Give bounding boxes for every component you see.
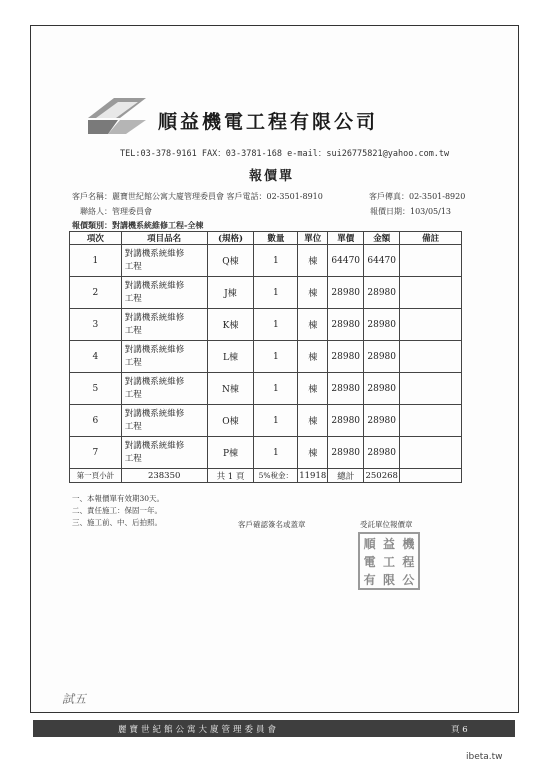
subtotal-value: 238350 bbox=[121, 469, 207, 483]
footer-title: 麗寶世紀館公寓大廈管理委員會 bbox=[118, 724, 280, 735]
customer-name-row bbox=[72, 191, 323, 202]
row-price: 64470 bbox=[328, 245, 364, 277]
row-no: 2 bbox=[70, 277, 122, 309]
table-row bbox=[70, 437, 462, 469]
customer-phone-label: 客戶電話： bbox=[226, 192, 267, 201]
seal-char: 公 bbox=[402, 572, 415, 587]
header-spec: (規格) bbox=[207, 232, 254, 245]
row-note bbox=[400, 437, 462, 469]
tax-label: 5%稅金： bbox=[254, 469, 298, 483]
header-note: 備註 bbox=[400, 232, 462, 245]
company-contact: TEL:03-378-9161 FAX：03-3781-168 e-mail：sui26775821@yahoo.com.tw bbox=[120, 149, 450, 159]
summary-blank bbox=[400, 469, 462, 483]
quote-category-label: 報價類別： bbox=[72, 220, 112, 230]
handwritten-mark: 試五 bbox=[62, 692, 87, 706]
summary-row bbox=[70, 469, 462, 483]
table-row bbox=[70, 245, 462, 277]
header-price: 單價 bbox=[328, 232, 364, 245]
note-warranty: 二、責任施工：保固一年。 bbox=[72, 506, 162, 515]
contact-person-label: 聯絡人： bbox=[80, 207, 112, 216]
customer-fax: 02-3501-8920 bbox=[409, 192, 466, 201]
row-no: 3 bbox=[70, 309, 122, 341]
row-spec: L棟 bbox=[207, 341, 254, 373]
document-title: 報價單 bbox=[248, 169, 294, 184]
customer-signature-label: 客戶確認簽名或蓋章 bbox=[238, 520, 306, 529]
page-count: 共 1 頁 bbox=[207, 469, 254, 483]
quote-date: 103/05/13 bbox=[410, 207, 452, 216]
note-validity: 一、本報價單有效期30天。 bbox=[72, 494, 165, 503]
row-note bbox=[400, 373, 462, 405]
row-unit: 棟 bbox=[298, 405, 328, 437]
row-spec: J棟 bbox=[207, 277, 254, 309]
row-unit: 棟 bbox=[298, 309, 328, 341]
row-item bbox=[121, 405, 207, 437]
row-note bbox=[400, 405, 462, 437]
row-spec: N棟 bbox=[207, 373, 254, 405]
row-unit: 棟 bbox=[298, 373, 328, 405]
seal-char: 機 bbox=[402, 536, 415, 551]
page-footer bbox=[33, 720, 515, 737]
row-item-line1: 對講機系統維修 bbox=[124, 280, 185, 291]
seal-char: 限 bbox=[382, 572, 395, 587]
row-item bbox=[121, 277, 207, 309]
row-item-line1: 對講機系統維修 bbox=[124, 312, 185, 323]
quote-table bbox=[69, 231, 462, 483]
header-item-name: 項目品名 bbox=[121, 232, 207, 245]
site-watermark: ibeta.tw bbox=[466, 752, 503, 762]
row-item bbox=[121, 309, 207, 341]
tax-value: 11918 bbox=[299, 470, 327, 481]
row-spec: K棟 bbox=[207, 309, 254, 341]
row-item-line2: 工程 bbox=[124, 421, 142, 432]
row-item-line2: 工程 bbox=[124, 357, 142, 368]
row-qty: 1 bbox=[254, 341, 298, 373]
row-qty: 1 bbox=[254, 373, 298, 405]
company-logo-icon bbox=[88, 96, 146, 136]
row-item-line2: 工程 bbox=[124, 261, 142, 272]
row-no: 4 bbox=[70, 341, 122, 373]
table-row bbox=[70, 405, 462, 437]
row-spec: P棟 bbox=[207, 437, 254, 469]
row-qty: 1 bbox=[254, 245, 298, 277]
subtotal-label: 第一頁小計 bbox=[70, 469, 122, 483]
row-item bbox=[121, 245, 207, 277]
customer-fax-label: 客戶傳真： bbox=[369, 192, 409, 201]
row-price: 28980 bbox=[328, 309, 364, 341]
header-qty: 數量 bbox=[254, 232, 298, 245]
row-spec: Q棟 bbox=[207, 245, 254, 277]
company-seal-stamp bbox=[358, 532, 420, 590]
contact-person: 管理委員會 bbox=[112, 207, 152, 216]
row-amount: 28980 bbox=[364, 341, 400, 373]
seal-char: 有 bbox=[363, 572, 376, 587]
row-item-line1: 對講機系統維修 bbox=[124, 440, 185, 451]
row-amount: 64470 bbox=[364, 245, 400, 277]
customer-fax-row bbox=[369, 191, 465, 202]
seal-char: 工 bbox=[382, 554, 395, 569]
footer-page-number: 頁 6 bbox=[451, 724, 468, 735]
quote-category: 對講機系統維修工程-全棟 bbox=[112, 220, 204, 230]
row-note bbox=[400, 309, 462, 341]
table-header-row bbox=[70, 232, 462, 245]
note-photos: 三、施工前、中、后拍照。 bbox=[72, 518, 162, 527]
row-amount: 28980 bbox=[364, 405, 400, 437]
row-no: 5 bbox=[70, 373, 122, 405]
quote-date-label: 報價日期： bbox=[370, 207, 410, 216]
row-note bbox=[400, 245, 462, 277]
company-name: 順益機電工程有限公司 bbox=[158, 111, 379, 133]
row-price: 28980 bbox=[328, 373, 364, 405]
row-qty: 1 bbox=[254, 277, 298, 309]
quote-category-row bbox=[72, 220, 203, 231]
row-amount: 28980 bbox=[364, 373, 400, 405]
row-qty: 1 bbox=[254, 309, 298, 341]
row-price: 28980 bbox=[328, 437, 364, 469]
row-amount: 28980 bbox=[364, 437, 400, 469]
seal-char: 順 bbox=[363, 536, 376, 551]
seal-char: 益 bbox=[382, 536, 395, 551]
table-row bbox=[70, 277, 462, 309]
row-item-line2: 工程 bbox=[124, 389, 142, 400]
row-spec: O棟 bbox=[207, 405, 254, 437]
row-item-line2: 工程 bbox=[124, 325, 142, 336]
total-value: 250268 bbox=[365, 470, 398, 481]
total-label: 總計 bbox=[328, 469, 364, 483]
row-item-line2: 工程 bbox=[124, 293, 142, 304]
row-price: 28980 bbox=[328, 405, 364, 437]
quote-date-row bbox=[370, 206, 451, 217]
seal-char: 電 bbox=[363, 554, 376, 569]
row-note bbox=[400, 341, 462, 373]
company-seal-label: 受託單位報價章 bbox=[360, 520, 413, 529]
seal-char: 程 bbox=[402, 554, 415, 569]
row-note bbox=[400, 277, 462, 309]
table-row bbox=[70, 373, 462, 405]
table-row bbox=[70, 341, 462, 373]
row-item-line1: 對講機系統維修 bbox=[124, 344, 185, 355]
row-amount: 28980 bbox=[364, 277, 400, 309]
row-item-line1: 對講機系統維修 bbox=[124, 408, 185, 419]
header-unit: 單位 bbox=[298, 232, 328, 245]
customer-name: 麗寶世紀館公寓大廈管理委員會 bbox=[112, 192, 224, 201]
row-price: 28980 bbox=[328, 341, 364, 373]
row-qty: 1 bbox=[254, 405, 298, 437]
row-amount: 28980 bbox=[364, 309, 400, 341]
row-qty: 1 bbox=[254, 437, 298, 469]
row-unit: 棟 bbox=[298, 341, 328, 373]
row-item bbox=[121, 373, 207, 405]
header-item-no: 項次 bbox=[70, 232, 122, 245]
customer-name-label: 客戶名稱： bbox=[72, 192, 112, 201]
row-no: 7 bbox=[70, 437, 122, 469]
row-item-line1: 對講機系統維修 bbox=[124, 248, 185, 259]
row-item bbox=[121, 341, 207, 373]
row-unit: 棟 bbox=[298, 277, 328, 309]
row-unit: 棟 bbox=[298, 437, 328, 469]
table-row bbox=[70, 309, 462, 341]
row-no: 6 bbox=[70, 405, 122, 437]
row-item-line2: 工程 bbox=[124, 453, 142, 464]
customer-phone: 02-3501-8910 bbox=[266, 192, 323, 201]
row-price: 28980 bbox=[328, 277, 364, 309]
row-no: 1 bbox=[70, 245, 122, 277]
row-unit: 棟 bbox=[298, 245, 328, 277]
header-amount: 金額 bbox=[364, 232, 400, 245]
row-item bbox=[121, 437, 207, 469]
row-item-line1: 對講機系統維修 bbox=[124, 376, 185, 387]
contact-person-row bbox=[80, 206, 152, 217]
